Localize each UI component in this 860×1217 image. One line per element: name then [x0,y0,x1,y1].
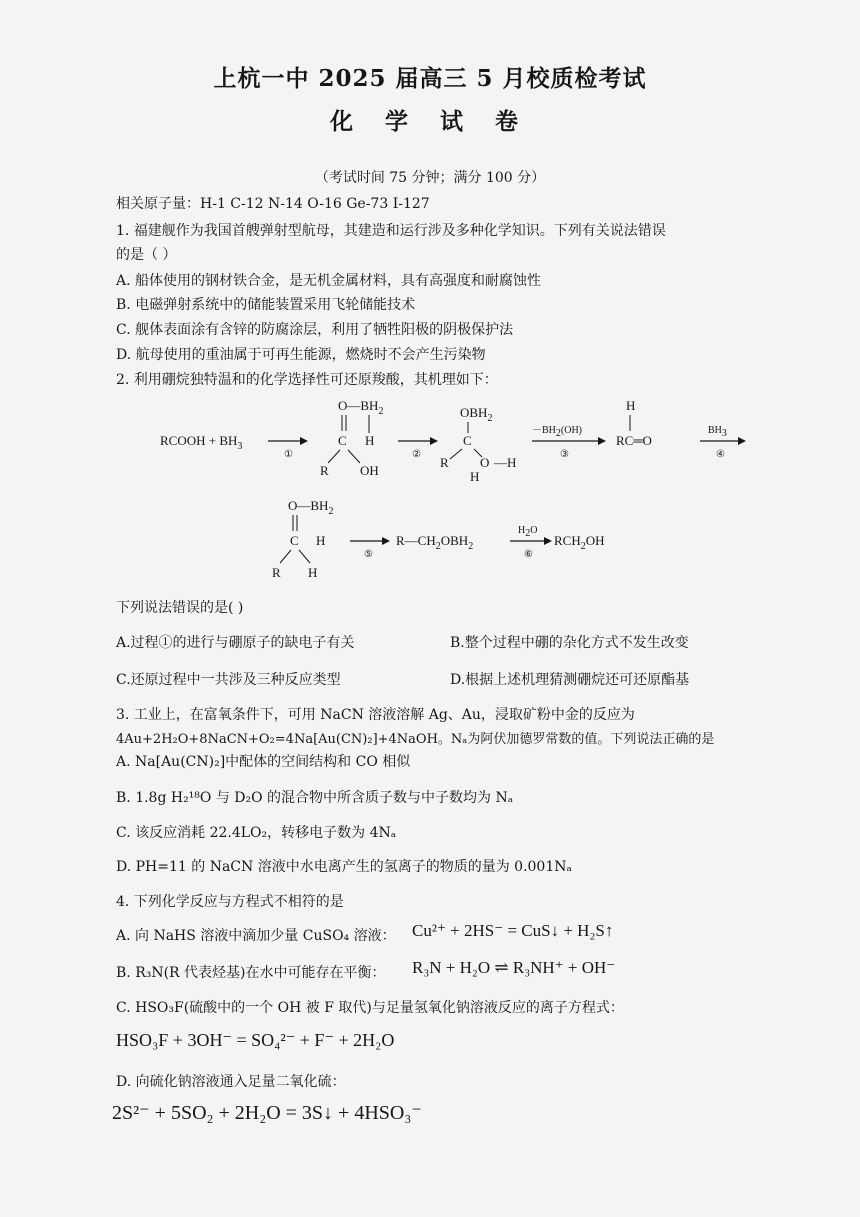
q4-option-c-text: C. HSO₃F(硫酸中的一个 OH 被 F 取代)与足量氢氧化钠溶液反应的离子方程式： [116,1000,624,1016]
q3-stem-line1: 3. 工业上，在富氧条件下，可用 NaCN 溶液溶解 Ag、Au，浸取矿粉中金的反应为 [116,707,635,723]
q4-option-a-equation: Cu²⁺ + 2HS⁻ = CuS↓ + H₂S↑ [412,921,614,940]
q4-option-c-equation: HSO₃F + 3OH⁻ = SO₄²⁻ + F⁻ + 2H₂O [116,1030,395,1050]
q2-option-a: A.过程①的进行与硼原子的缺电子有关 [116,635,355,651]
product-2: $RCH_2OH$ [554,533,605,552]
svg-text:O: O [480,455,490,470]
step-3-reagent: －BH2(OH) [532,425,583,439]
svg-text:OH: OH [360,463,379,478]
int1-top: $O—BH_2$ [338,398,384,417]
q2-option-d: D.根据上述机理猜测硼烷还可还原酯基 [450,672,690,688]
exam-info: （考试时间 75 分钟；满分 100 分） [314,170,546,186]
step-5-label: ⑤ [364,549,373,560]
svg-text:R: R [320,463,329,478]
svg-text:C: C [338,433,347,448]
svg-text:H: H [308,565,318,580]
svg-text:R: R [440,455,449,470]
q4-option-b-equation: R₃N + H₂O ⇌ R₃NH⁺ + OH⁻ [412,958,616,977]
svg-text:H: H [470,469,480,484]
q2-option-b: B.整个过程中硼的杂化方式不发生改变 [450,635,689,651]
aldehyde: RC═O [616,433,652,448]
svg-text:H: H [316,533,326,548]
int2-top: $OBH_2$ [460,405,493,424]
q4-option-d-equation: 2S²⁻ + 5SO₂ + 2H₂O = 3S↓ + 4HSO₃⁻ [112,1102,422,1124]
q4-stem: 4. 下列化学反应与方程式不相符的是 [116,894,344,910]
q1-option-a: A. 船体使用的钢材铁合金，是无机金属材料，具有高强度和耐腐蚀性 [116,273,542,289]
q2-stem: 2. 利用硼烷独特温和的化学选择性可还原羧酸，其机理如下： [116,372,498,388]
q1-option-c: C. 舰体表面涂有含锌的防腐涂层，利用了牺牲阳极的阴极保护法 [116,322,514,338]
product-1: $R—CH_2OBH_2$ [396,533,474,552]
int4-top: $O—BH_2$ [288,498,334,517]
svg-text:R: R [272,565,281,580]
svg-text:C: C [463,433,472,448]
step-3-label: ③ [560,449,569,460]
q2-question: 下列说法错误的是( ) [116,600,244,616]
mech-start: RCOOH + $BH_3$ [160,433,243,452]
q2-option-c: C.还原过程中一共涉及三种反应类型 [116,672,341,688]
q1-option-d: D. 航母使用的重油属于可再生能源，燃烧时不会产生污染物 [116,347,486,363]
mechanism-diagram [160,395,780,590]
q1-stem-line2: 的是（ ） [116,247,177,263]
q3-option-a: A. Na[Au(CN)₂]中配体的空间结构和 CO 相似 [116,754,411,770]
exam-subtitle: 化 学 试 卷 [329,108,531,135]
q4-option-b-text: B. R₃N(R 代表烃基)在水中可能存在平衡： [116,965,386,981]
q1-option-b: B. 电磁弹射系统中的储能装置采用飞轮储能技术 [116,297,416,313]
q3-option-c: C. 该反应消耗 22.4LO₂，转移电子数为 4Nₐ [116,825,397,841]
int2-oh: —H [494,455,517,470]
step-6-label: ⑥ [524,549,533,560]
q4-option-a-text: A. 向 NaHS 溶液中滴加少量 CuSO₄ 溶液： [116,928,396,944]
q3-stem-line2: 4Au+2H₂O+8NaCN+O₂=4Na[Au(CN)₂]+4NaOH。Nₐ为阿伏加德罗常数的值。下列说法正确的是 [116,732,715,747]
q4-option-d-text: D. 向硫化钠溶液通入足量二氧化硫： [116,1074,346,1090]
svg-text:H: H [626,398,636,413]
step-4-label: ④ [716,449,725,460]
step-2-label: ② [412,449,421,460]
exam-title: 上杭一中 2025 届高三 5 月校质检考试 [213,65,647,92]
q3-option-d: D. PH=11 的 NaCN 溶液中水电离产生的氢离子的物质的量为 0.001Nₐ [116,859,572,875]
step-4-reagent: BH3 [708,425,727,439]
q1-stem-line1: 1. 福建舰作为我国首艘弹射型航母，其建造和运行涉及多种化学知识。下列有关说法错误 [116,223,666,239]
svg-text:H: H [365,433,375,448]
q3-option-b: B. 1.8g H₂¹⁸O 与 D₂O 的混合物中所含质子数与中子数均为 Nₐ [116,790,514,806]
atomic-masses: 相关原子量：H-1 C-12 N-14 O-16 Ge-73 I-127 [116,196,430,212]
step-1-label: ① [284,449,293,460]
step-6-reagent: H2O [518,525,538,539]
svg-text:C: C [290,533,299,548]
